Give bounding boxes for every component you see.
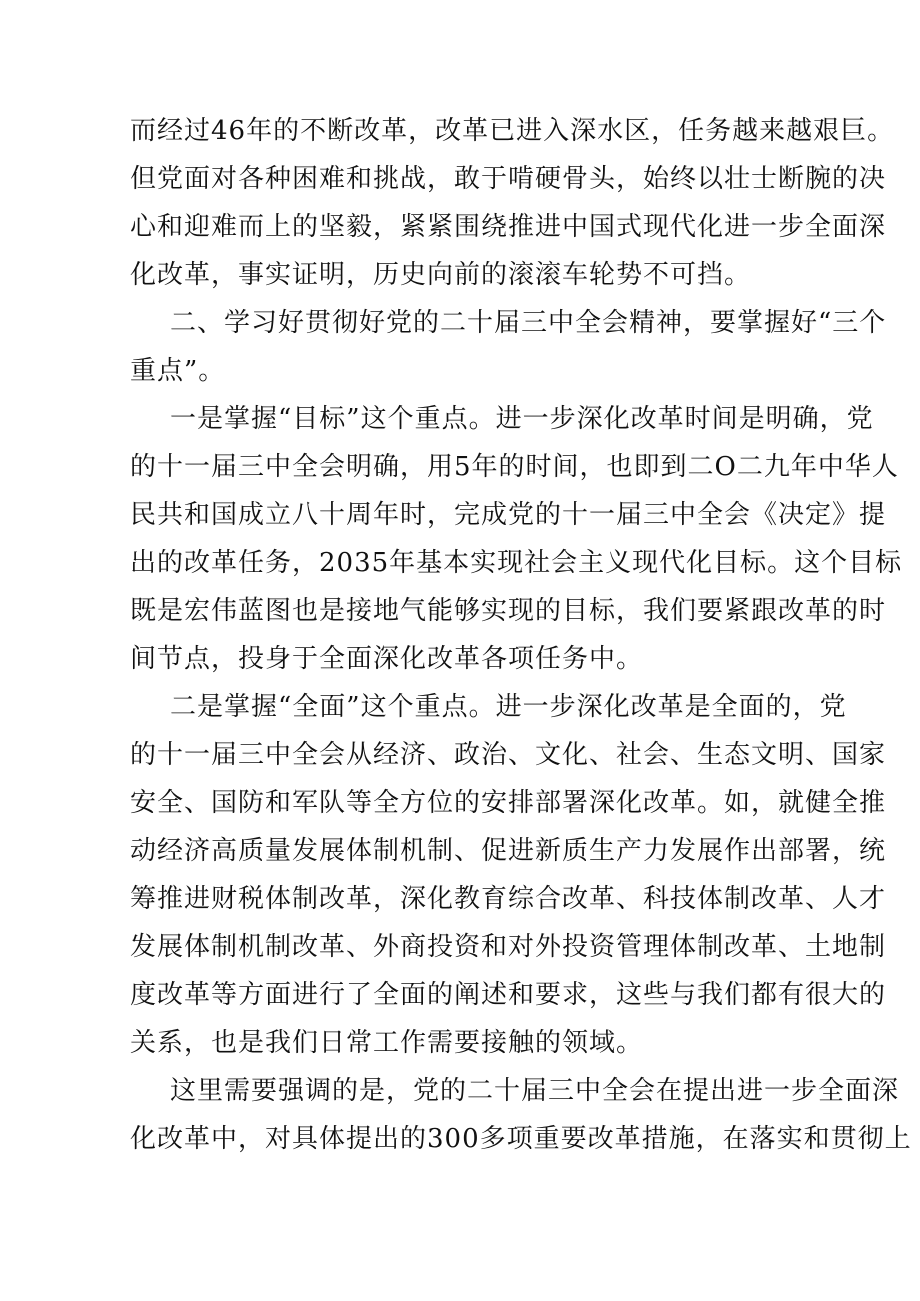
text-line: 动经济高质量发展体制机制、促进新质生产力发展作出部署，统 <box>130 836 887 866</box>
text-line: 二、学习好贯彻好党的二十届三中全会精神，要掌握好“三个 <box>170 308 887 338</box>
text-line: 的十一届三中全会明确，用5年的时间，也即到二O二九年中华人 <box>130 452 899 482</box>
text-line: 间节点，投身于全面深化改革各项任务中。 <box>130 644 644 674</box>
text-line: 但党面对各种困难和挑战，敢于啃硬骨头，始终以壮士断腕的决 <box>130 164 887 194</box>
paragraph-1 <box>130 107 895 299</box>
text-line: 重点”。 <box>130 356 226 386</box>
text-line: 化改革，事实证明，历史向前的滚滚车轮势不可挡。 <box>130 260 752 290</box>
text-line: 出的改革任务，2035年基本实现社会主义现代化目标。这个目标 <box>130 548 903 578</box>
text-line: 而经过46年的不断改革，改革已进入深水区，任务越来越艰巨。 <box>130 116 895 146</box>
text-line: 民共和国成立八十周年时，完成党的十一届三中全会《决定》提 <box>130 500 887 530</box>
text-line: 发展体制机制改革、外商投资和对外投资管理体制改革、土地制 <box>130 932 887 962</box>
section-heading <box>130 299 887 395</box>
text-line: 关系，也是我们日常工作需要接触的领域。 <box>130 1028 644 1058</box>
text-line: 二是掌握“全面”这个重点。进一步深化改革是全面的，党 <box>170 692 847 722</box>
paragraph-comprehensive <box>130 683 887 1067</box>
text-line: 心和迎难而上的坚毅，紧紧围绕推进中国式现代化进一步全面深 <box>130 212 887 242</box>
text-line: 既是宏伟蓝图也是接地气能够实现的目标，我们要紧跟改革的时 <box>130 596 887 626</box>
text-line: 一是掌握“目标”这个重点。进一步深化改革时间是明确，党 <box>170 404 874 434</box>
text-line: 安全、国防和军队等全方位的安排部署深化改革。如，就健全推 <box>130 788 887 818</box>
text-line: 化改革中，对具体提出的300多项重要改革措施，在落实和贯彻上 <box>130 1124 912 1154</box>
text-line: 这里需要强调的是，党的二十届三中全会在提出进一步全面深 <box>170 1076 900 1106</box>
text-line: 筹推进财税体制改革，深化教育综合改革、科技体制改革、人才 <box>130 884 887 914</box>
text-line: 度改革等方面进行了全面的阐述和要求，这些与我们都有很大的 <box>130 980 887 1010</box>
paragraph-goal <box>130 395 903 683</box>
document-body <box>130 107 912 1163</box>
paragraph-emphasis <box>130 1067 912 1163</box>
text-line: 的十一届三中全会从经济、政治、文化、社会、生态文明、国家 <box>130 740 887 770</box>
